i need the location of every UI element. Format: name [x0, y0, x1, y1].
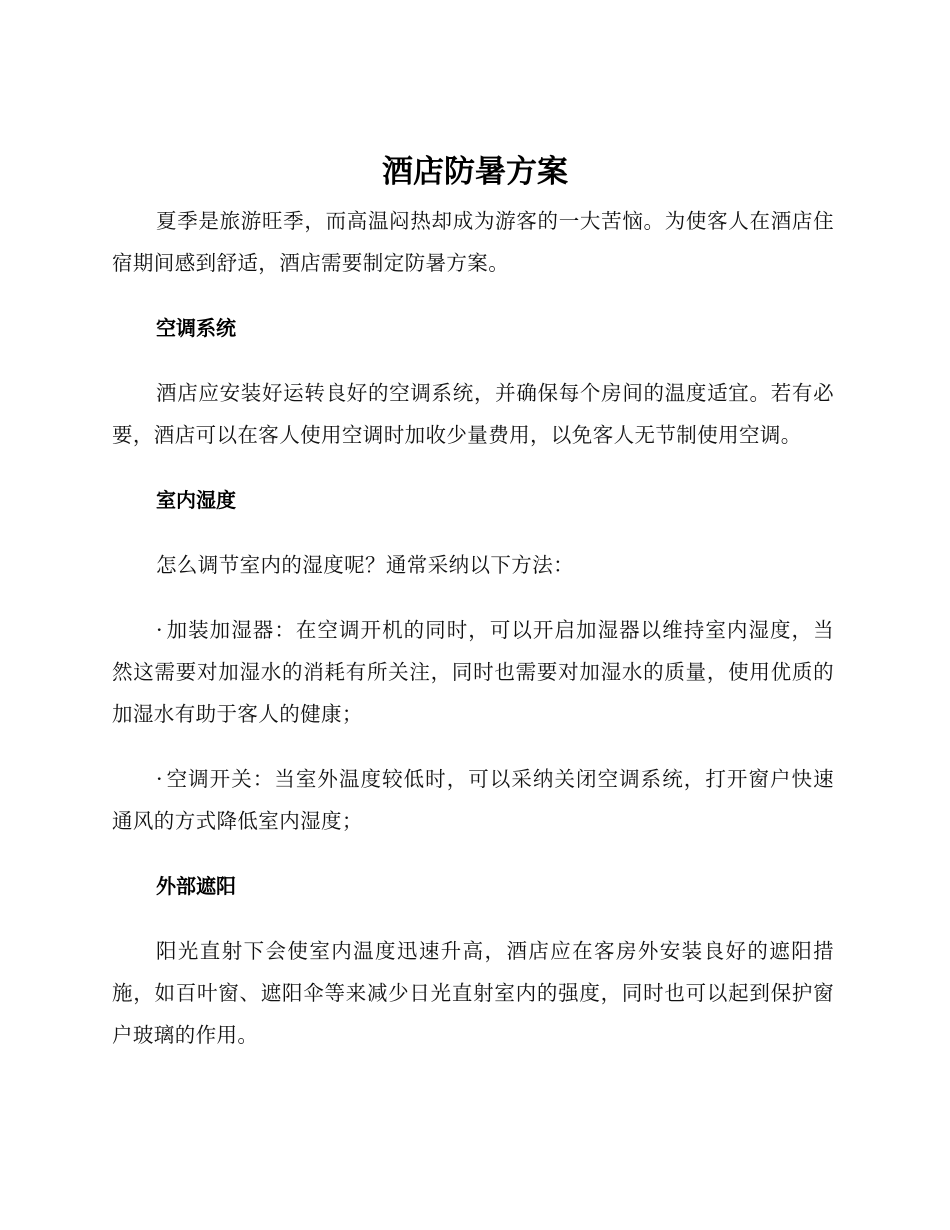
section-heading: 室内湿度: [156, 488, 236, 512]
bullet-text: 空调开关：当室外温度较低时，可以采纳关闭空调系统，打开窗户快速通风的方式降低室内湿度；: [112, 767, 834, 833]
document-body: [112, 200, 834, 1079]
section-external-shading: [112, 865, 834, 1056]
intro-paragraph: 夏季是旅游旺季，而高温闷热却成为游客的一大苦恼。为使客人在酒店住宿期间感到舒适，酒店需要制定防暑方案。: [112, 209, 834, 275]
document-title: 酒店防暑方案: [382, 154, 568, 190]
bullet-marker: ·: [156, 618, 163, 642]
section-indoor-humidity: [112, 479, 834, 842]
section-paragraph: 阳光直射下会使室内温度迅速升高，酒店应在客房外安装良好的遮阳措施，如百叶窗、遮阳伞等来减少日光直射室内的强度，同时也可以起到保护窗户玻璃的作用。: [112, 939, 834, 1047]
bullet-item: [112, 758, 834, 842]
section-air-conditioning: [112, 307, 834, 456]
bullet-marker: ·: [156, 767, 163, 791]
section-paragraph: 酒店应安装好运转良好的空调系统，并确保每个房间的温度适宜。若有必要，酒店可以在客人使用空调时加收少量费用，以免客人无节制使用空调。: [112, 381, 834, 447]
section-heading: 空调系统: [156, 316, 236, 340]
bullet-text: 加装加湿器：在空调开机的同时，可以开启加湿器以维持室内湿度，当然这需要对加湿水的消耗有所关注，同时也需要对加湿水的质量，使用优质的加湿水有助于客人的健康；: [112, 618, 834, 726]
bullet-item: [112, 609, 834, 735]
section-paragraph: 怎么调节室内的湿度呢？通常采纳以下方法：: [156, 553, 574, 577]
section-heading: 外部遮阳: [156, 874, 236, 898]
